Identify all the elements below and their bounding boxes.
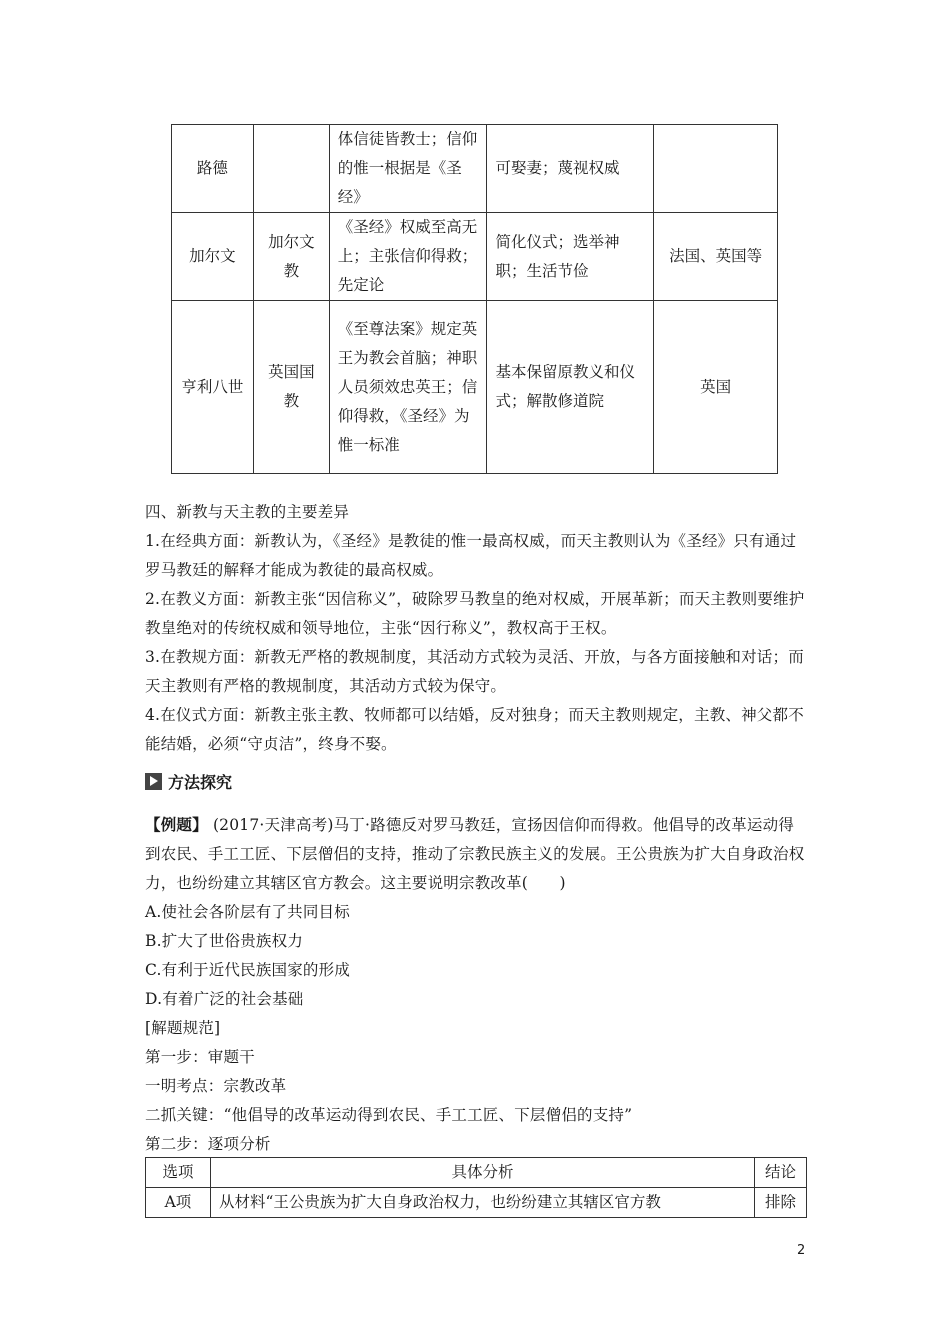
example-question: (2017·天津高考)马丁·路德反对罗马教廷，宣扬因信仰而得救。他倡导的改革运动得到农民、手工工匠、下层僧侣的支持，推动了宗教民族主义的发展。王公贵族为扩大自身政治权力，也纷纷建立其辖区官方教会。这主要说明宗教改革( ) — [145, 816, 805, 892]
table-row — [172, 213, 778, 301]
table-cell: 《至尊法案》规定英王为教会首脑；神职人员须效忠英王；信仰得救，《圣经》为惟一标准 — [329, 301, 487, 474]
table-row — [146, 1188, 807, 1218]
table-cell: 路德 — [172, 125, 254, 213]
table-header-row — [146, 1158, 807, 1188]
step-one: 第一步：审题干 — [145, 1048, 255, 1066]
example-stem — [145, 810, 807, 898]
option-b: B.扩大了世俗贵族权力 — [145, 932, 304, 950]
play-icon — [145, 773, 162, 790]
step-two: 第二步：逐项分析 — [145, 1135, 271, 1153]
column-header: 具体分析 — [210, 1158, 754, 1188]
section-heading: 四、新教与天主教的主要差异 — [145, 503, 350, 521]
differences-section — [145, 498, 807, 759]
paragraph: 2.在教义方面：新教主张“因信称义”，破除罗马教皇的绝对权威，开展革新；而天主教则要维护教皇绝对的传统权威和领导地位，主张“因行称义”，教权高于王权。 — [145, 590, 805, 637]
option-c: C.有利于近代民族国家的形成 — [145, 961, 351, 979]
table-cell: 法国、英国等 — [654, 213, 778, 301]
page-number: 2 — [797, 1243, 806, 1258]
table-cell: 英国国教 — [253, 301, 329, 474]
table-cell — [654, 125, 778, 213]
exam-point: 一明考点：宗教改革 — [145, 1077, 287, 1095]
example-section — [145, 810, 807, 1159]
table-cell: 排除 — [755, 1188, 807, 1218]
table-cell: 亨利八世 — [172, 301, 254, 474]
method-title: 方法探究 — [168, 773, 233, 792]
table-cell: 基本保留原教义和仪式；解散修道院 — [487, 301, 654, 474]
paragraph: 3.在教规方面：新教无严格的教规制度，其活动方式较为灵活、开放，与各方面接触和对话；而天主教则有严格的教规制度，其活动方式较为保守。 — [145, 648, 804, 695]
column-header: 结论 — [755, 1158, 807, 1188]
table-cell: 从材料“王公贵族为扩大自身政治权力，也纷纷建立其辖区官方教 — [210, 1188, 754, 1218]
key-point: 二抓关键：“他倡导的改革运动得到农民、手工工匠、下层僧侣的支持” — [145, 1106, 633, 1124]
table-row — [172, 301, 778, 474]
table-row — [172, 125, 778, 213]
table-cell: A项 — [146, 1188, 211, 1218]
reformation-table — [171, 124, 778, 474]
table-cell — [253, 125, 329, 213]
paragraph: 1.在经典方面：新教认为，《圣经》是教徒的惟一最高权威，而天主教则认为《圣经》只有通过罗马教廷的解释才能成为教徒的最高权威。 — [145, 532, 797, 579]
table-cell: 加尔文教 — [253, 213, 329, 301]
column-header: 选项 — [146, 1158, 211, 1188]
analysis-table — [145, 1157, 807, 1218]
table-cell: 英国 — [654, 301, 778, 474]
table-cell: 可娶妻；蔑视权威 — [487, 125, 654, 213]
paragraph: 4.在仪式方面：新教主张主教、牧师都可以结婚，反对独身；而天主教则规定，主教、神父都不能结婚，必须“守贞洁”，终身不娶。 — [145, 706, 804, 753]
table-cell: 《圣经》权威至高无上；主张信仰得救；先定论 — [329, 213, 487, 301]
option-a: A.使社会各阶层有了共同目标 — [145, 903, 350, 921]
table-cell: 加尔文 — [172, 213, 254, 301]
option-d: D.有着广泛的社会基础 — [145, 990, 304, 1008]
method-heading — [145, 770, 232, 793]
table-cell: 简化仪式；选举神职；生活节俭 — [487, 213, 654, 301]
table-cell: 体信徒皆教士；信仰的惟一根据是《圣经》 — [329, 125, 487, 213]
example-label: 【例题】 — [145, 815, 208, 834]
solution-norm: [解题规范] — [145, 1019, 221, 1037]
